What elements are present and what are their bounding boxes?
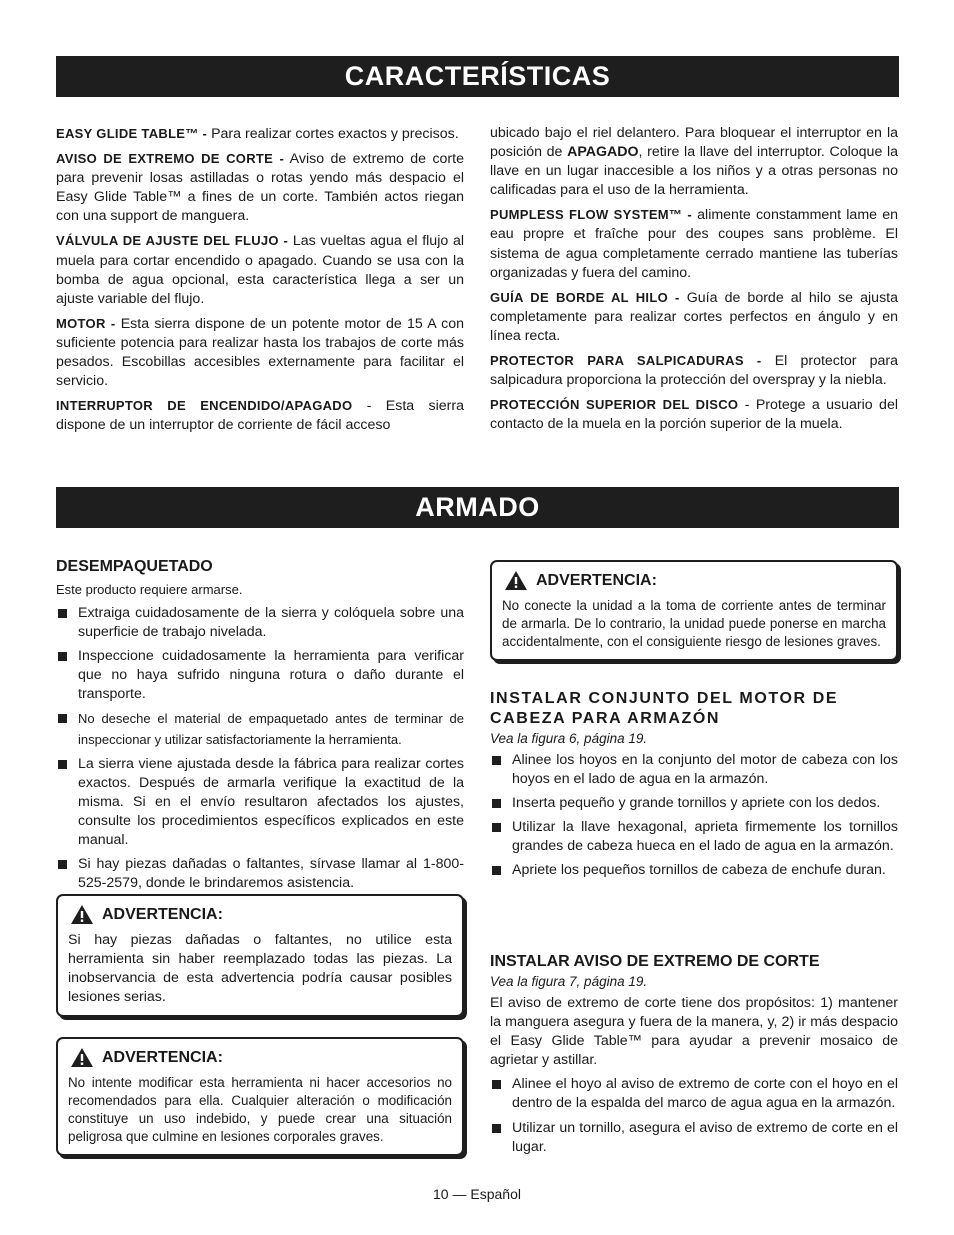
feature-paragraph: VÁLVULA DE AJUSTE DEL FLUJO - Las vueltas agua el flujo al muela para cortar encendido o apagado. Cuando se usa con la bomba de agua opcional, esta característica llega a ser un ajuste variable del flujo. <box>56 233 464 307</box>
bullet-square-icon <box>58 714 67 723</box>
list-item: Inspeccione cuidadosamente la herramienta para verificar que no haya sufrido ninguna rotura o daño durante el transporte. <box>56 647 464 704</box>
aviso-intro: El aviso de extremo de corte tiene dos propósitos: 1) mantener la manguera asegura y fuera de la manera, y, 2) ir más despacio el Easy Glide Table™ para ayudar a prevenir mosaico de agrietar y astillar. <box>490 995 898 1069</box>
feature-paragraph: PROTECCIÓN SUPERIOR DEL DISCO - Protege a usuario del contacto de la muela en la porción superior de la muela. <box>490 397 898 433</box>
warning-text: No conecte la unidad a la toma de corriente antes de terminar de armarla. De lo contrario, la unidad puede ponerse en marcha accidentalmente, con el consiguiente riesgo de lesiones graves. <box>502 598 886 649</box>
warning-text: Si hay piezas dañadas o faltantes, no utilice esta herramienta sin haber reemplazado todas las piezas. La inobservancia de esta advertencia podría causar posibles lesiones serias. <box>68 932 452 1005</box>
list-item: Utilizar la llave hexagonal, aprieta firmemente los tornillos grandes de cabeza hueca en el lado de agua en la armazón. <box>490 818 898 856</box>
list-item: Extraiga cuidadosamente de la sierra y colóquela sobre una superficie de trabajo nivelada. <box>56 604 464 642</box>
figure-reference: Vea la figura 6, página 19. <box>490 731 648 746</box>
motor-heading: INSTALAR CONJUNTO DEL MOTOR DE CABEZA PARA ARMAZÓN <box>490 690 839 727</box>
list-item: Apriete los pequeños tornillos de cabeza de enchufe duran. <box>490 861 898 880</box>
section-title-armado: ARMADO <box>56 487 899 528</box>
warning-box <box>56 894 464 1017</box>
bullet-square-icon <box>492 756 501 765</box>
warning-triangle-icon <box>504 570 528 591</box>
warning-triangle-icon <box>70 1047 94 1068</box>
list-item: No deseche el material de empaquetado antes de terminar de inspeccionar y utilizar satisfactoriamente la herramienta. <box>56 709 464 749</box>
feature-paragraph-continued: ubicado bajo el riel delantero. Para bloquear el interruptor en la posición de APAGADO, retire la llave del interruptor. Coloque la llave en un lugar inaccesible a los niños y a otras personas no calificadas para el uso de la herramienta. <box>490 125 898 199</box>
warning-box <box>56 1037 464 1156</box>
aviso-section <box>490 952 898 1162</box>
desempaquetado-section <box>56 557 464 898</box>
warning-box <box>490 560 898 661</box>
list-item: Utilizar un tornillo, asegura el aviso de extremo de corte en el lugar. <box>490 1119 898 1157</box>
desempaquetado-heading: DESEMPAQUETADO <box>56 558 213 575</box>
desempaquetado-list <box>56 604 464 893</box>
warning-title: ADVERTENCIA: <box>536 571 657 589</box>
list-item: Inserta pequeño y grande tornillos y apriete con los dedos. <box>490 794 898 813</box>
motor-list <box>490 751 898 881</box>
warning-header <box>70 1047 452 1068</box>
list-item: Alinee los hoyos en la conjunto del motor de cabeza con los hoyos en el lado de agua en la armazón. <box>490 751 898 789</box>
bullet-square-icon <box>492 799 501 808</box>
feature-paragraph: MOTOR - Esta sierra dispone de un potente motor de 15 A con suficiente potencia para realizar hasta los trabajos de corte más pesados. Escobillas accesibles externamente para facilitar el servicio. <box>56 315 464 390</box>
list-item: Alinee el hoyo al aviso de extremo de corte con el hoyo en el dentro de la espalda del marco de agua agua en la armazón. <box>490 1075 898 1113</box>
bullet-square-icon <box>58 652 67 661</box>
bullet-square-icon <box>58 609 67 618</box>
page-footer: 10 — Español <box>433 1186 521 1202</box>
caracteristicas-column-right <box>490 124 898 439</box>
warning-header <box>504 570 886 591</box>
bullet-square-icon <box>58 760 67 769</box>
aviso-list <box>490 1075 898 1156</box>
aviso-heading: INSTALAR AVISO DE EXTREMO DE CORTE <box>490 953 820 970</box>
feature-paragraph: GUÍA DE BORDE AL HILO - Guía de borde al hilo se ajusta completamente para realizar cortes perfectos en ángulo y en línea recta. <box>490 289 898 344</box>
bullet-square-icon <box>492 866 501 875</box>
feature-paragraph: PUMPLESS FLOW SYSTEM™ - alimente constamment lame en eau propre et fraîche pour des coupes sans problème. El sistema de agua completamente cerrado mantiene las tuberías organizadas y fuera del camino. <box>490 207 898 281</box>
list-item: La sierra viene ajustada desde la fábrica para realizar cortes exactos. Después de armarla verifique la exactitud de la misma. Si en el envío resultaron afectados los ajustes, consulte los procedimientos específicos explicados en este manual. <box>56 755 464 850</box>
warning-header <box>70 904 452 925</box>
list-item: Si hay piezas dañadas o faltantes, sírvase llamar al 1-800-525-2579, donde le brindaremos asistencia. <box>56 855 464 893</box>
bullet-square-icon <box>492 1124 501 1133</box>
feature-paragraph: INTERRUPTOR DE ENCENDIDO/APAGADO - Esta sierra dispone de un interruptor de corriente de fácil acceso <box>56 398 464 434</box>
bullet-square-icon <box>58 860 67 869</box>
bullet-square-icon <box>492 823 501 832</box>
section-title-caracteristicas: CARACTERÍSTICAS <box>56 56 899 97</box>
warning-title: ADVERTENCIA: <box>102 1048 223 1066</box>
figure-reference: Vea la figura 7, página 19. <box>490 974 648 989</box>
warning-title: ADVERTENCIA: <box>102 905 223 923</box>
feature-paragraph: AVISO DE EXTREMO DE CORTE - Aviso de extremo de corte para prevenir losas astilladas o rotas yendo más despacio el Easy Glide Table™ a fines de un corte. También actos riegan con una support de manguera. <box>56 151 464 225</box>
motor-section <box>490 689 898 886</box>
desempaquetado-intro: Este producto requiere armarse. <box>56 582 243 597</box>
feature-paragraph: PROTECTOR PARA SALPICADURAS - El protector para salpicadura proporciona la protección del overspray y la niebla. <box>490 353 898 389</box>
warning-triangle-icon <box>70 904 94 925</box>
bullet-square-icon <box>492 1080 501 1089</box>
feature-paragraph: EASY GLIDE TABLE™ - Para realizar cortes exactos y precisos. <box>56 126 459 142</box>
caracteristicas-column-left <box>56 124 464 440</box>
warning-text: No intente modificar esta herramienta ni hacer accesorios no recomendados para ella. Cualquier alteración o modificación constituye un uso indebido, y puede crear una situación peligrosa que culmine en lesiones corporales graves. <box>68 1075 452 1144</box>
